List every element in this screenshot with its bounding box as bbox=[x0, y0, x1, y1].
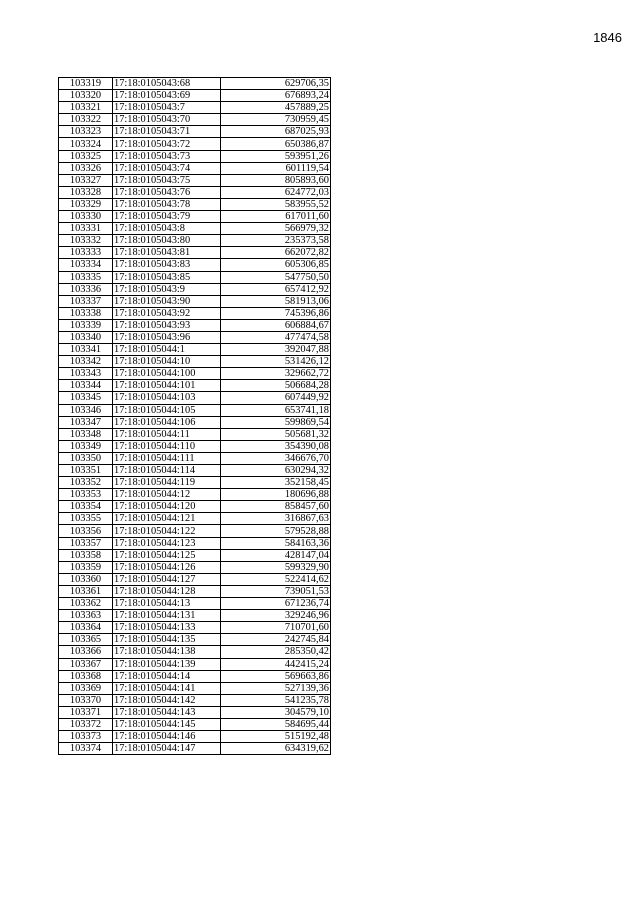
row-number-cell: 103330 bbox=[59, 211, 113, 223]
table-row bbox=[59, 283, 331, 295]
row-number-cell: 103333 bbox=[59, 247, 113, 259]
row-number-cell: 103363 bbox=[59, 610, 113, 622]
row-number-cell: 103335 bbox=[59, 271, 113, 283]
cadastral-number-cell: 17:18:0105044:111 bbox=[113, 452, 221, 464]
table-row bbox=[59, 404, 331, 416]
cadastral-value-cell: 671236,74 bbox=[221, 598, 331, 610]
cadastral-value-cell: 687025,93 bbox=[221, 126, 331, 138]
table-row bbox=[59, 706, 331, 718]
cadastral-value-cell: 657412,92 bbox=[221, 283, 331, 295]
cadastral-number-cell: 17:18:0105043:85 bbox=[113, 271, 221, 283]
table-row bbox=[59, 718, 331, 730]
cadastral-number-cell: 17:18:0105044:139 bbox=[113, 658, 221, 670]
row-number-cell: 103370 bbox=[59, 694, 113, 706]
table-row bbox=[59, 731, 331, 743]
cadastral-number-cell: 17:18:0105043:92 bbox=[113, 307, 221, 319]
row-number-cell: 103324 bbox=[59, 138, 113, 150]
row-number-cell: 103343 bbox=[59, 368, 113, 380]
cadastral-number-cell: 17:18:0105044:1 bbox=[113, 344, 221, 356]
row-number-cell: 103345 bbox=[59, 392, 113, 404]
table-row bbox=[59, 174, 331, 186]
cadastral-number-cell: 17:18:0105043:80 bbox=[113, 235, 221, 247]
cadastral-value-cell: 180696,88 bbox=[221, 489, 331, 501]
row-number-cell: 103369 bbox=[59, 682, 113, 694]
cadastral-number-cell: 17:18:0105043:68 bbox=[113, 78, 221, 90]
cadastral-value-cell: 457889,25 bbox=[221, 102, 331, 114]
cadastral-value-cell: 634319,62 bbox=[221, 743, 331, 755]
row-number-cell: 103353 bbox=[59, 489, 113, 501]
row-number-cell: 103337 bbox=[59, 295, 113, 307]
table-row bbox=[59, 186, 331, 198]
cadastral-value-cell: 739051,53 bbox=[221, 585, 331, 597]
table-row bbox=[59, 356, 331, 368]
cadastral-number-cell: 17:18:0105044:126 bbox=[113, 561, 221, 573]
row-number-cell: 103344 bbox=[59, 380, 113, 392]
cadastral-value-cell: 515192,48 bbox=[221, 731, 331, 743]
row-number-cell: 103349 bbox=[59, 440, 113, 452]
cadastral-value-cell: 547750,50 bbox=[221, 271, 331, 283]
cadastral-value-cell: 593951,26 bbox=[221, 150, 331, 162]
cadastral-value-cell: 710701,60 bbox=[221, 622, 331, 634]
row-number-cell: 103352 bbox=[59, 477, 113, 489]
table-row bbox=[59, 368, 331, 380]
cadastral-value-cell: 506684,28 bbox=[221, 380, 331, 392]
cadastral-number-cell: 17:18:0105043:96 bbox=[113, 331, 221, 343]
table-row bbox=[59, 561, 331, 573]
table-row bbox=[59, 307, 331, 319]
row-number-cell: 103358 bbox=[59, 549, 113, 561]
cadastral-number-cell: 17:18:0105043:72 bbox=[113, 138, 221, 150]
row-number-cell: 103354 bbox=[59, 501, 113, 513]
table-row bbox=[59, 598, 331, 610]
cadastral-value-cell: 428147,04 bbox=[221, 549, 331, 561]
cadastral-value-cell: 630294,32 bbox=[221, 465, 331, 477]
table-row bbox=[59, 501, 331, 513]
cadastral-value-cell: 581913,06 bbox=[221, 295, 331, 307]
table-row bbox=[59, 247, 331, 259]
table-row bbox=[59, 416, 331, 428]
cadastral-number-cell: 17:18:0105044:11 bbox=[113, 428, 221, 440]
cadastral-number-cell: 17:18:0105044:147 bbox=[113, 743, 221, 755]
row-number-cell: 103336 bbox=[59, 283, 113, 295]
row-number-cell: 103364 bbox=[59, 622, 113, 634]
row-number-cell: 103325 bbox=[59, 150, 113, 162]
table-row bbox=[59, 223, 331, 235]
table-row bbox=[59, 477, 331, 489]
table-row bbox=[59, 585, 331, 597]
table-row bbox=[59, 295, 331, 307]
cadastral-number-cell: 17:18:0105044:114 bbox=[113, 465, 221, 477]
row-number-cell: 103368 bbox=[59, 670, 113, 682]
table-row bbox=[59, 344, 331, 356]
cadastral-value-cell: 650386,87 bbox=[221, 138, 331, 150]
table-row bbox=[59, 126, 331, 138]
row-number-cell: 103321 bbox=[59, 102, 113, 114]
cadastral-value-cell: 601119,54 bbox=[221, 162, 331, 174]
row-number-cell: 103359 bbox=[59, 561, 113, 573]
cadastral-value-cell: 858457,60 bbox=[221, 501, 331, 513]
table-row bbox=[59, 537, 331, 549]
cadastral-value-cell: 541235,78 bbox=[221, 694, 331, 706]
table-row bbox=[59, 573, 331, 585]
row-number-cell: 103365 bbox=[59, 634, 113, 646]
row-number-cell: 103332 bbox=[59, 235, 113, 247]
cadastral-number-cell: 17:18:0105044:122 bbox=[113, 525, 221, 537]
table-row bbox=[59, 380, 331, 392]
cadastral-value-cell: 235373,58 bbox=[221, 235, 331, 247]
row-number-cell: 103323 bbox=[59, 126, 113, 138]
table-row bbox=[59, 319, 331, 331]
cadastral-number-cell: 17:18:0105043:79 bbox=[113, 211, 221, 223]
row-number-cell: 103356 bbox=[59, 525, 113, 537]
cadastral-value-cell: 527139,36 bbox=[221, 682, 331, 694]
table-row bbox=[59, 634, 331, 646]
table-body bbox=[59, 78, 331, 755]
row-number-cell: 103319 bbox=[59, 78, 113, 90]
row-number-cell: 103340 bbox=[59, 331, 113, 343]
table-row bbox=[59, 162, 331, 174]
row-number-cell: 103347 bbox=[59, 416, 113, 428]
table-row bbox=[59, 610, 331, 622]
cadastral-value-cell: 316867,63 bbox=[221, 513, 331, 525]
cadastral-number-cell: 17:18:0105044:120 bbox=[113, 501, 221, 513]
row-number-cell: 103361 bbox=[59, 585, 113, 597]
cadastral-value-cell: 730959,45 bbox=[221, 114, 331, 126]
cadastral-value-cell: 285350,42 bbox=[221, 646, 331, 658]
table-row bbox=[59, 646, 331, 658]
cadastral-value-cell: 566979,32 bbox=[221, 223, 331, 235]
table-row bbox=[59, 102, 331, 114]
row-number-cell: 103338 bbox=[59, 307, 113, 319]
cadastral-value-cell: 531426,12 bbox=[221, 356, 331, 368]
row-number-cell: 103334 bbox=[59, 259, 113, 271]
cadastral-number-cell: 17:18:0105044:146 bbox=[113, 731, 221, 743]
table-row bbox=[59, 428, 331, 440]
table-row bbox=[59, 658, 331, 670]
cadastral-number-cell: 17:18:0105043:73 bbox=[113, 150, 221, 162]
cadastral-value-cell: 329662,72 bbox=[221, 368, 331, 380]
cadastral-value-cell: 352158,45 bbox=[221, 477, 331, 489]
cadastral-number-cell: 17:18:0105044:133 bbox=[113, 622, 221, 634]
table-row bbox=[59, 452, 331, 464]
row-number-cell: 103373 bbox=[59, 731, 113, 743]
cadastral-value-cell: 522414,62 bbox=[221, 573, 331, 585]
cadastral-number-cell: 17:18:0105044:123 bbox=[113, 537, 221, 549]
cadastral-value-cell: 242745,84 bbox=[221, 634, 331, 646]
cadastral-value-cell: 354390,08 bbox=[221, 440, 331, 452]
table-row bbox=[59, 489, 331, 501]
cadastral-number-cell: 17:18:0105043:70 bbox=[113, 114, 221, 126]
cadastral-number-cell: 17:18:0105044:142 bbox=[113, 694, 221, 706]
row-number-cell: 103348 bbox=[59, 428, 113, 440]
page-number: 1846 bbox=[593, 30, 622, 45]
cadastral-number-cell: 17:18:0105044:12 bbox=[113, 489, 221, 501]
table-row bbox=[59, 465, 331, 477]
cadastral-value-cell: 605306,85 bbox=[221, 259, 331, 271]
cadastral-number-cell: 17:18:0105043:71 bbox=[113, 126, 221, 138]
cadastral-number-cell: 17:18:0105044:105 bbox=[113, 404, 221, 416]
cadastral-value-cell: 584695,44 bbox=[221, 718, 331, 730]
cadastral-number-cell: 17:18:0105044:121 bbox=[113, 513, 221, 525]
row-number-cell: 103320 bbox=[59, 90, 113, 102]
table-row bbox=[59, 392, 331, 404]
cadastral-value-cell: 442415,24 bbox=[221, 658, 331, 670]
row-number-cell: 103371 bbox=[59, 706, 113, 718]
row-number-cell: 103327 bbox=[59, 174, 113, 186]
table-row bbox=[59, 525, 331, 537]
cadastral-value-cell: 304579,10 bbox=[221, 706, 331, 718]
cadastral-number-cell: 17:18:0105044:128 bbox=[113, 585, 221, 597]
table-row bbox=[59, 198, 331, 210]
table-row bbox=[59, 549, 331, 561]
cadastral-value-cell: 599329,90 bbox=[221, 561, 331, 573]
table-row bbox=[59, 743, 331, 755]
cadastral-number-cell: 17:18:0105044:119 bbox=[113, 477, 221, 489]
row-number-cell: 103374 bbox=[59, 743, 113, 755]
cadastral-number-cell: 17:18:0105043:78 bbox=[113, 198, 221, 210]
cadastral-number-cell: 17:18:0105044:13 bbox=[113, 598, 221, 610]
cadastral-number-cell: 17:18:0105043:8 bbox=[113, 223, 221, 235]
cadastral-number-cell: 17:18:0105043:74 bbox=[113, 162, 221, 174]
cadastral-number-cell: 17:18:0105044:125 bbox=[113, 549, 221, 561]
cadastral-number-cell: 17:18:0105044:10 bbox=[113, 356, 221, 368]
table-row bbox=[59, 78, 331, 90]
row-number-cell: 103322 bbox=[59, 114, 113, 126]
cadastral-number-cell: 17:18:0105044:106 bbox=[113, 416, 221, 428]
cadastral-value-cell: 629706,35 bbox=[221, 78, 331, 90]
cadastral-value-table bbox=[58, 77, 331, 755]
cadastral-value-cell: 329246,96 bbox=[221, 610, 331, 622]
table-row bbox=[59, 440, 331, 452]
cadastral-number-cell: 17:18:0105044:101 bbox=[113, 380, 221, 392]
table-row bbox=[59, 271, 331, 283]
row-number-cell: 103329 bbox=[59, 198, 113, 210]
row-number-cell: 103357 bbox=[59, 537, 113, 549]
cadastral-number-cell: 17:18:0105044:138 bbox=[113, 646, 221, 658]
cadastral-value-cell: 583955,52 bbox=[221, 198, 331, 210]
row-number-cell: 103366 bbox=[59, 646, 113, 658]
cadastral-number-cell: 17:18:0105043:76 bbox=[113, 186, 221, 198]
cadastral-number-cell: 17:18:0105043:81 bbox=[113, 247, 221, 259]
table-row bbox=[59, 622, 331, 634]
row-number-cell: 103362 bbox=[59, 598, 113, 610]
cadastral-value-cell: 477474,58 bbox=[221, 331, 331, 343]
cadastral-value-cell: 392047,88 bbox=[221, 344, 331, 356]
cadastral-number-cell: 17:18:0105043:69 bbox=[113, 90, 221, 102]
cadastral-number-cell: 17:18:0105044:127 bbox=[113, 573, 221, 585]
cadastral-number-cell: 17:18:0105044:143 bbox=[113, 706, 221, 718]
cadastral-number-cell: 17:18:0105044:135 bbox=[113, 634, 221, 646]
cadastral-number-cell: 17:18:0105043:93 bbox=[113, 319, 221, 331]
cadastral-number-cell: 17:18:0105043:7 bbox=[113, 102, 221, 114]
cadastral-number-cell: 17:18:0105043:75 bbox=[113, 174, 221, 186]
cadastral-value-cell: 599869,54 bbox=[221, 416, 331, 428]
cadastral-value-cell: 676893,24 bbox=[221, 90, 331, 102]
row-number-cell: 103341 bbox=[59, 344, 113, 356]
table-row bbox=[59, 259, 331, 271]
table-row bbox=[59, 694, 331, 706]
cadastral-number-cell: 17:18:0105044:110 bbox=[113, 440, 221, 452]
table-row bbox=[59, 235, 331, 247]
table-row bbox=[59, 138, 331, 150]
cadastral-number-cell: 17:18:0105043:90 bbox=[113, 295, 221, 307]
table-row bbox=[59, 670, 331, 682]
cadastral-value-cell: 607449,92 bbox=[221, 392, 331, 404]
cadastral-value-cell: 584163,36 bbox=[221, 537, 331, 549]
cadastral-number-cell: 17:18:0105044:103 bbox=[113, 392, 221, 404]
table-row bbox=[59, 682, 331, 694]
row-number-cell: 103367 bbox=[59, 658, 113, 670]
cadastral-value-cell: 662072,82 bbox=[221, 247, 331, 259]
table-row bbox=[59, 211, 331, 223]
row-number-cell: 103350 bbox=[59, 452, 113, 464]
cadastral-value-cell: 346676,70 bbox=[221, 452, 331, 464]
row-number-cell: 103339 bbox=[59, 319, 113, 331]
row-number-cell: 103326 bbox=[59, 162, 113, 174]
cadastral-number-cell: 17:18:0105043:83 bbox=[113, 259, 221, 271]
cadastral-value-cell: 805893,60 bbox=[221, 174, 331, 186]
cadastral-number-cell: 17:18:0105044:100 bbox=[113, 368, 221, 380]
cadastral-value-cell: 653741,18 bbox=[221, 404, 331, 416]
row-number-cell: 103331 bbox=[59, 223, 113, 235]
row-number-cell: 103360 bbox=[59, 573, 113, 585]
row-number-cell: 103328 bbox=[59, 186, 113, 198]
cadastral-value-cell: 606884,67 bbox=[221, 319, 331, 331]
table-row bbox=[59, 114, 331, 126]
cadastral-number-cell: 17:18:0105044:145 bbox=[113, 718, 221, 730]
cadastral-number-cell: 17:18:0105043:9 bbox=[113, 283, 221, 295]
table-row bbox=[59, 150, 331, 162]
table-row bbox=[59, 90, 331, 102]
cadastral-number-cell: 17:18:0105044:131 bbox=[113, 610, 221, 622]
row-number-cell: 103351 bbox=[59, 465, 113, 477]
cadastral-value-cell: 569663,86 bbox=[221, 670, 331, 682]
cadastral-value-cell: 624772,03 bbox=[221, 186, 331, 198]
cadastral-number-cell: 17:18:0105044:141 bbox=[113, 682, 221, 694]
cadastral-value-cell: 505681,32 bbox=[221, 428, 331, 440]
cadastral-number-cell: 17:18:0105044:14 bbox=[113, 670, 221, 682]
table-row bbox=[59, 513, 331, 525]
row-number-cell: 103355 bbox=[59, 513, 113, 525]
row-number-cell: 103342 bbox=[59, 356, 113, 368]
table-row bbox=[59, 331, 331, 343]
cadastral-value-cell: 617011,60 bbox=[221, 211, 331, 223]
row-number-cell: 103372 bbox=[59, 718, 113, 730]
row-number-cell: 103346 bbox=[59, 404, 113, 416]
cadastral-value-cell: 745396,86 bbox=[221, 307, 331, 319]
cadastral-value-cell: 579528,88 bbox=[221, 525, 331, 537]
